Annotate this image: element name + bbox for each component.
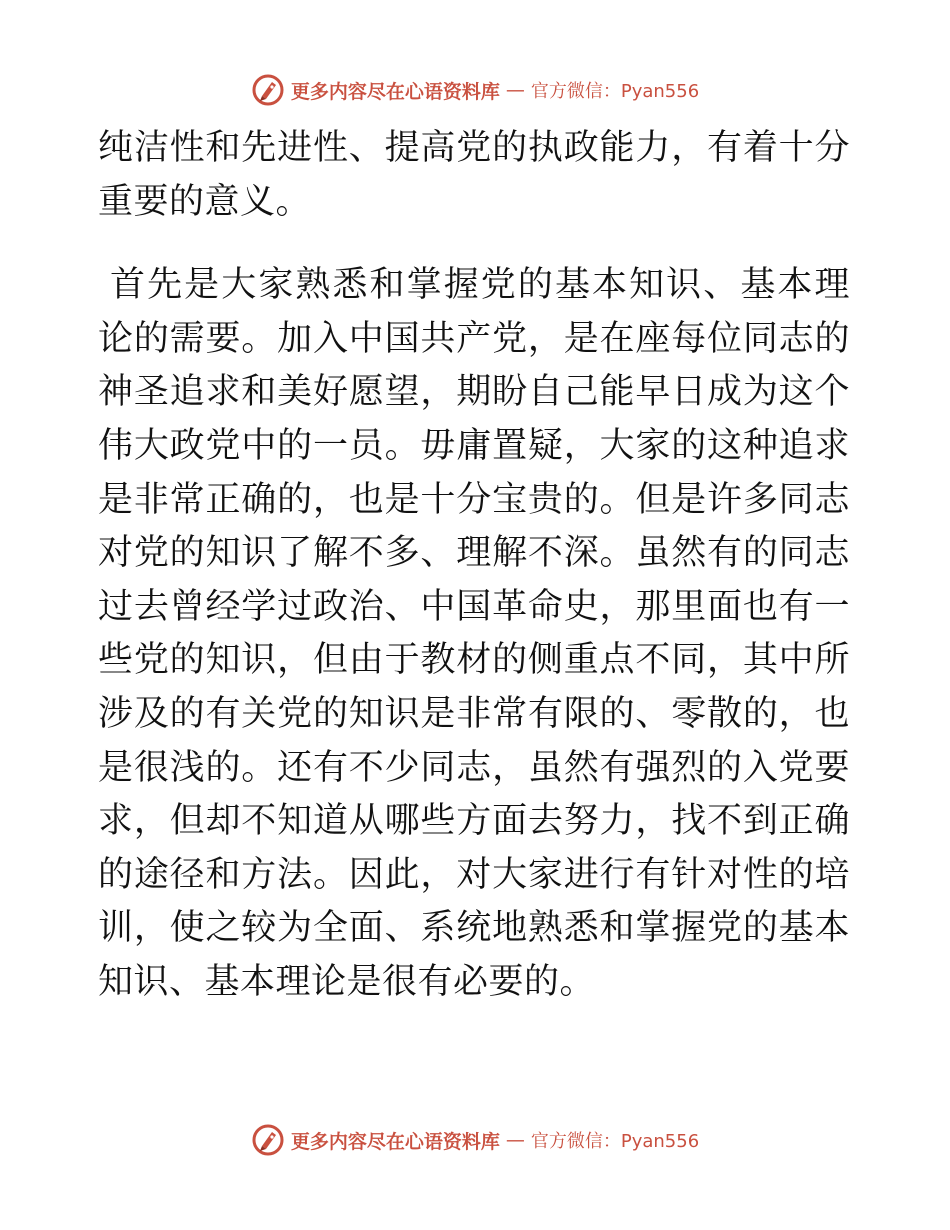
- watermark-wechat-text: 官方微信：Pyan556: [530, 1131, 700, 1152]
- watermark-brand-text: 更多内容尽在心语资料库: [290, 1130, 500, 1153]
- paragraph-2: 首先是大家熟悉和掌握党的基本知识、基本理论的需要。加入中国共产党，是在座每位同志的神圣追求和美好愿望，期盼自己能早日成为这个伟大政党中的一员。毋庸置疑，大家的这种追求是非常正确的，也是十分宝贵的。但是许多同志对党的知识了解不多、理解不深。虽然有的同志过去曾经学过政治、中国革命史，那里面也有一些党的知识，但由于教材的侧重点不同，其中所涉及的有关党的知识是非常有限的、零散的，也是很浅的。还有不少同志，虽然有强烈的入党要求，但却不知道从哪些方面去努力，找不到正确的途径和方法。因此，对大家进行有针对性的培训，使之较为全面、系统地熟悉和掌握党的基本知识、基本理论是很有必要的。: [98, 265, 850, 1002]
- watermark-wechat-text: 官方微信：Pyan556: [530, 81, 700, 102]
- footer-watermark: [0, 1120, 950, 1160]
- pen-nib-circle-icon: [251, 1123, 285, 1157]
- watermark-brand-text: 更多内容尽在心语资料库: [290, 80, 500, 103]
- watermark-separator: —: [505, 1129, 525, 1151]
- header-watermark: [0, 70, 950, 110]
- document-body: [98, 122, 850, 1010]
- watermark-separator: —: [505, 79, 525, 101]
- pen-nib-circle-icon: [251, 73, 285, 107]
- paragraph-1: 纯洁性和先进性、提高党的执政能力，有着十分重要的意义。: [98, 128, 850, 222]
